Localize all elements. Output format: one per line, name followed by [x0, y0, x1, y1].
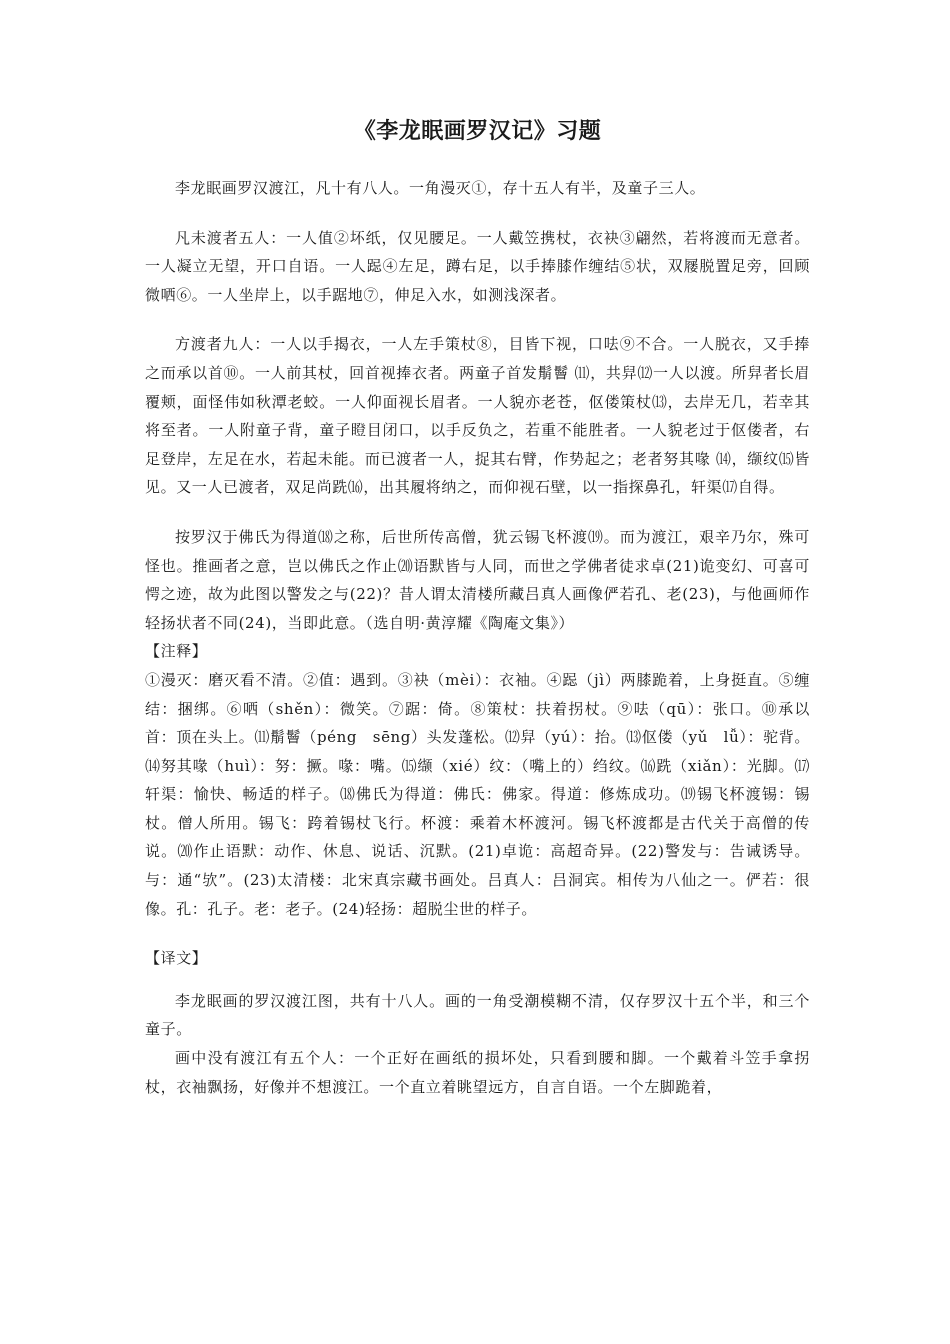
document-page — [145, 112, 810, 1101]
paragraph-intro: 李龙眠画罗汉渡江，凡十有八人。一角漫灭①，存十五人有半，及童子三人。 — [175, 179, 706, 197]
notes-heading: 【注释】 — [145, 642, 208, 661]
translation-paragraph: 画中没有渡江有五个人：一个正好在画纸的损坏处，只看到腰和脚。一个戴着斗笠手拿拐杖，衣袖飘扬，好像并不想渡江。一个直立着眺望远方，自言自语。一个左脚跪着， — [145, 1049, 810, 1096]
document-title: 《李龙眠画罗汉记》习题 — [353, 119, 602, 144]
paragraph-not-crossing: 凡未渡者五人：一人值②坏纸，仅见腰足。一人戴笠携杖，衣袂③翩然，若将渡而无意者。一人凝立无望，开口自语。一人跽④左足，蹲右足，以手捧膝作缠结⑤状，双屦脱置足旁，回顾微哂⑥。一人坐岸上，以手踞地⑦，伸足入水，如测浅深者。 — [145, 228, 810, 304]
translation-heading: 【译文】 — [145, 949, 208, 968]
paragraph-commentary: 按罗汉于佛氏为得道⒅之称，后世所传高僧，犹云锡飞杯渡⒆。而为渡江，艰辛乃尔，殊可怪也。推画者之意，岂以佛氏之作止⒇语默皆与人同，而世之学佛者徒求卓(21)诡变幻、可喜可愕之迹，故为此图以警发之与(22)？昔人谓太清楼所藏吕真人画像俨若孔、老(23)，与他画师作轻扬状者不同(24)，当即此意。（选自明·黄淳耀《陶庵文集》） — [145, 527, 810, 632]
notes-text: ①漫灭：磨灭看不清。②值：遇到。③袂（mèi）：衣袖。④跽（jì）两膝跪着，上身挺直。⑤缠结：捆绑。⑥哂（shěn）：微笑。⑦踞：倚。⑧策杖：扶着拐杖。⑨呿（qū）：张口。⑩承以首：顶在头上。⑾鬅鬙（péng sēng）头发蓬松。⑿舁（yú）：抬。⒀伛偻（yǔ lǚ）：驼背。⒁努其喙（huì）：努：撅。喙：嘴。⒂缬（xié）纹：（嘴上的）绉纹。⒃跣（xiǎn）：光脚。⒄轩渠：愉快、畅适的样子。⒅佛氏为得道：佛氏：佛家。得道：修炼成功。⒆锡飞杯渡锡：锡杖。僧人所用。锡飞：跨着锡杖飞行。杯渡：乘着木杯渡河。锡飞杯渡都是古代关于高僧的传说。⒇作止语默：动作、休息、说话、沉默。(21)卓诡：高超奇异。(22)警发与：告诫诱导。与：通“欤”。(23)太清楼：北宋真宗藏书画处。吕真人：吕洞宾。相传为八仙之一。俨若：很像。孔：孔子。老：老子。(24)轻扬：超脱尘世的样子。 — [145, 670, 810, 918]
paragraph-crossing: 方渡者九人：一人以手揭衣，一人左手策杖⑧，目皆下视，口呿⑨不合。一人脱衣，又手捧之而承以首⑩。一人前其杖，回首视捧衣者。两童子首发鬅鬙 ⑾，共舁⑿一人以渡。所舁者长眉覆颊，面怪伟如秋潭老蛟。一人仰面视长眉者。一人貌亦老苍，伛偻策杖⒀，去岸无几，若幸其将至者。一人附童子背，童子瞪目闭口，以手反负之，若重不能胜者。一人貌老过于伛偻者，右足登岸，左足在水，若起未能。而已渡者一人，捉其右臂，作势起之；老者努其喙 ⒁，缬纹⒂皆见。又一人已渡者，双足尚跣⒃，出其履将纳之，而仰视石壁，以一指探鼻孔，轩渠⒄自得。 — [145, 335, 810, 497]
translation-paragraph: 李龙眠画的罗汉渡江图，共有十八人。画的一角受潮模糊不清，仅存罗汉十五个半，和三个童子。 — [145, 991, 810, 1039]
